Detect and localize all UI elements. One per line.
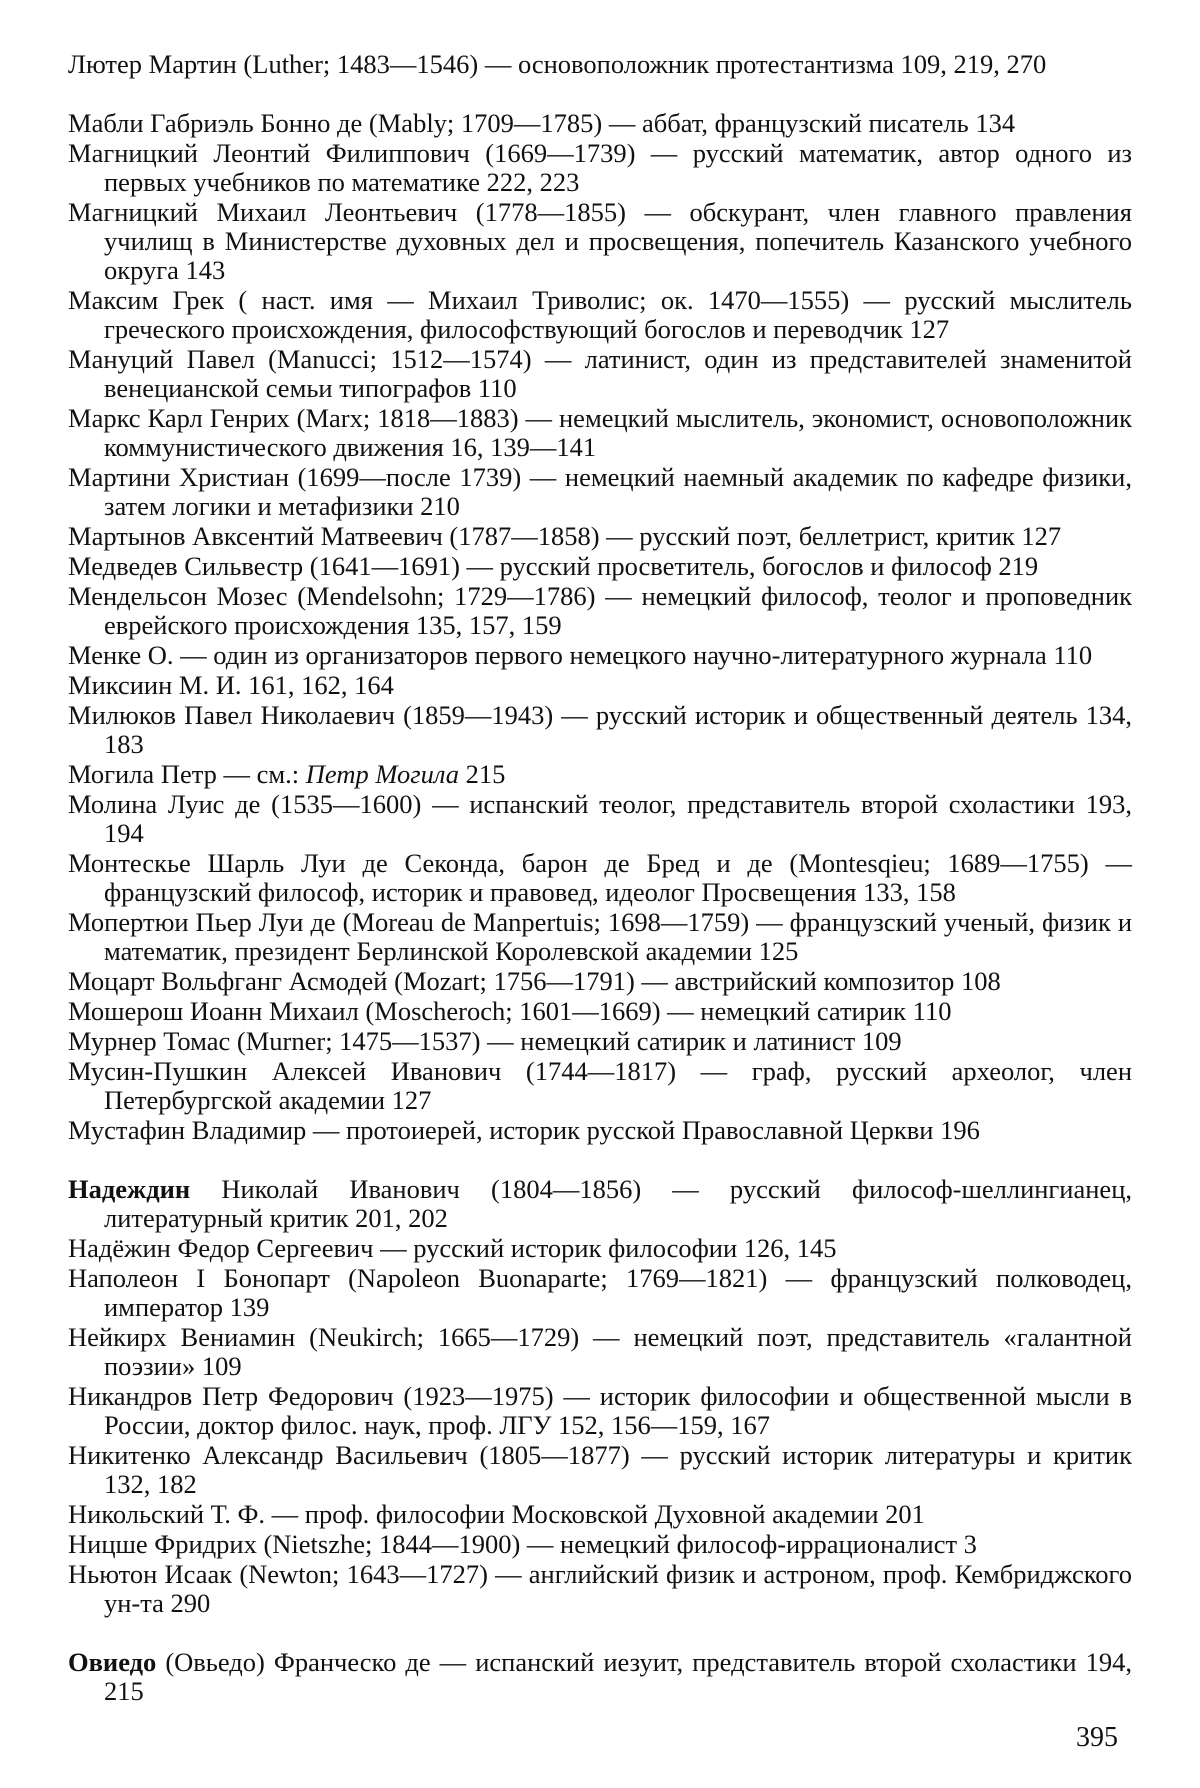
index-entry (68, 50, 1132, 79)
entry-text: Магницкий Михаил Леонтьевич (1778—1855) — обскурант, член главного правления училищ в Министерстве духовных дел и просвещения, попечитель Казанского учебного округа 143 (68, 197, 1132, 285)
entry-text: Медведев Сильвестр (1641—1691) — русский просветитель, богослов и философ 219 (68, 551, 1039, 581)
entry-text: Мартынов Авксентий Матвеевич (1787—1858) — русский поэт, беллетрист, критик 127 (68, 521, 1062, 551)
entry-text: Никитенко Александр Васильевич (1805—1877) — русский историк литературы и критик 132, 182 (68, 1440, 1132, 1499)
index-entry (68, 1560, 1132, 1618)
letter-group-gap (68, 1146, 1132, 1175)
index-entry (68, 908, 1132, 966)
entry-lead-word: Овиедо (68, 1647, 157, 1677)
entry-text: Лютер Мартин (Luther; 1483—1546) — основоположник протестантизма 109, 219, 270 (68, 49, 1047, 79)
entry-text: Надёжин Федор Сергеевич — русский историк философии 126, 145 (68, 1233, 837, 1263)
index-entry (68, 1530, 1132, 1559)
index-entry (68, 1057, 1132, 1115)
entry-text: Моцарт Вольфганг Асмодей (Mozart; 1756—1791) — австрийский композитор 108 (68, 966, 1001, 996)
index-entry (68, 1027, 1132, 1056)
index-entry (68, 1441, 1132, 1499)
entry-text: Нейкирх Вениамин (Neukirch; 1665—1729) — немецкий поэт, представитель «галантной поэзии» 109 (68, 1322, 1132, 1381)
entry-text: Миксиин М. И. 161, 162, 164 (68, 670, 394, 700)
letter-group-gap (68, 80, 1132, 109)
index-entry (68, 463, 1132, 521)
index-entry (68, 701, 1132, 759)
entry-text: Мурнер Томас (Murner; 1475—1537) — немецкий сатирик и латинист 109 (68, 1026, 902, 1056)
entry-text: Мабли Габриэль Бонно де (Mably; 1709—1785) — аббат, французский писатель 134 (68, 108, 1016, 138)
entry-text: Милюков Павел Николаевич (1859—1943) — русский историк и общественный деятель 134, 183 (68, 700, 1132, 759)
entry-text: Ницше Фридрих (Nietszhe; 1844—1900) — немецкий философ-иррационалист 3 (68, 1529, 977, 1559)
index-page (68, 50, 1132, 1707)
entry-text: Мусин-Пушкин Алексей Иванович (1744—1817) — граф, русский археолог, член Петербургской академии 127 (68, 1056, 1132, 1115)
entry-text: (Овьедо) Франческо де — испанский иезуит, представитель второй схоластики 194, 215 (104, 1647, 1132, 1706)
entry-text: Наполеон I Бонопарт (Napoleon Buonaparte; 1769—1821) — французский полководец, император 139 (68, 1263, 1132, 1322)
index-entry (68, 997, 1132, 1026)
entry-text: Мопертюи Пьер Луи де (Moreau de Manpertuis; 1698—1759) — французский ученый, физик и математик, президент Берлинской Королевской академии 125 (68, 907, 1132, 966)
entry-text: Молина Луис де (1535—1600) — испанский теолог, представитель второй схоластики 193, 194 (68, 789, 1132, 848)
letter-group (68, 1175, 1132, 1618)
index-entry (68, 345, 1132, 403)
entry-text: Никольский Т. Ф. — проф. философии Московской Духовной академии 201 (68, 1499, 925, 1529)
index-entry (68, 198, 1132, 285)
entry-text: Менке О. — один из организаторов первого немецкого научно-литературного журнала 110 (68, 640, 1093, 670)
index-entry (68, 139, 1132, 197)
entry-text: Мартини Христиан (1699—после 1739) — немецкий наемный академик по кафедре физики, затем логики и метафизики 210 (68, 462, 1132, 521)
index-entry (68, 671, 1132, 700)
cross-reference[interactable]: Петр Могила (305, 759, 459, 789)
index-entry (68, 1500, 1132, 1529)
index-entry (68, 404, 1132, 462)
entry-text: Мануций Павел (Manucci; 1512—1574) — латинист, один из представителей знаменитой венецианской семьи типографов 110 (68, 344, 1132, 403)
entry-lead-word: Надеждин (68, 1174, 191, 1204)
entry-text: Никандров Петр Федорович (1923—1975) — историк философии и общественной мысли в России, доктор филос. наук, проф. ЛГУ 152, 156—159, 167 (68, 1381, 1132, 1440)
entry-text: Маркс Карл Генрих (Marx; 1818—1883) — немецкий мыслитель, экономист, основоположник коммунистического движения 16, 139—141 (68, 403, 1132, 462)
index-entry (68, 760, 1132, 789)
entry-text: Мендельсон Мозес (Mendelsohn; 1729—1786) — немецкий философ, теолог и проповедник еврейского происхождения 135, 157, 159 (68, 581, 1132, 640)
entry-text: Мошерош Иоанн Михаил (Moscheroch; 1601—1669) — немецкий сатирик 110 (68, 996, 952, 1026)
letter-group-gap (68, 1619, 1132, 1648)
entry-text: Ньютон Исаак (Newton; 1643—1727) — английский физик и астроном, проф. Кембриджского ун-та 290 (68, 1559, 1132, 1618)
index-entry (68, 641, 1132, 670)
entry-text: Мустафин Владимир — протоиерей, историк русской Православной Церкви 196 (68, 1115, 980, 1145)
index-entry (68, 1648, 1132, 1706)
entry-pages: 215 (459, 759, 506, 789)
index-entry (68, 967, 1132, 996)
index-entry (68, 522, 1132, 551)
entry-text: Магницкий Леонтий Филиппович (1669—1739) — русский математик, автор одного из первых учебников по математике 222, 223 (68, 138, 1132, 197)
entry-text: Максим Грек ( наст. имя — Михаил Триволис; ок. 1470—1555) — русский мыслитель греческого происхождения, философствующий богослов и переводчик 127 (68, 285, 1132, 344)
letter-group (68, 50, 1132, 79)
index-entry (68, 1175, 1132, 1233)
index-entry (68, 1116, 1132, 1145)
index-entry (68, 849, 1132, 907)
entry-text: Николай Иванович (1804—1856) — русский философ-шеллингианец, литературный критик 201, 202 (104, 1174, 1132, 1233)
index-entry (68, 582, 1132, 640)
index-entry (68, 790, 1132, 848)
index-entry (68, 1382, 1132, 1440)
index-entry (68, 1264, 1132, 1322)
index-entry (68, 1323, 1132, 1381)
index-entry (68, 109, 1132, 138)
page-number: 395 (1076, 1722, 1118, 1753)
index-entry (68, 1234, 1132, 1263)
entry-text: Монтескье Шарль Луи де Секонда, барон де Бред и де (Montesqieu; 1689—1755) — французский философ, историк и правовед, идеолог Просвещения 133, 158 (68, 848, 1132, 907)
letter-group (68, 109, 1132, 1145)
index-entry (68, 552, 1132, 581)
index-entry (68, 286, 1132, 344)
letter-group (68, 1648, 1132, 1706)
entry-text: Могила Петр — см.: (68, 759, 306, 789)
